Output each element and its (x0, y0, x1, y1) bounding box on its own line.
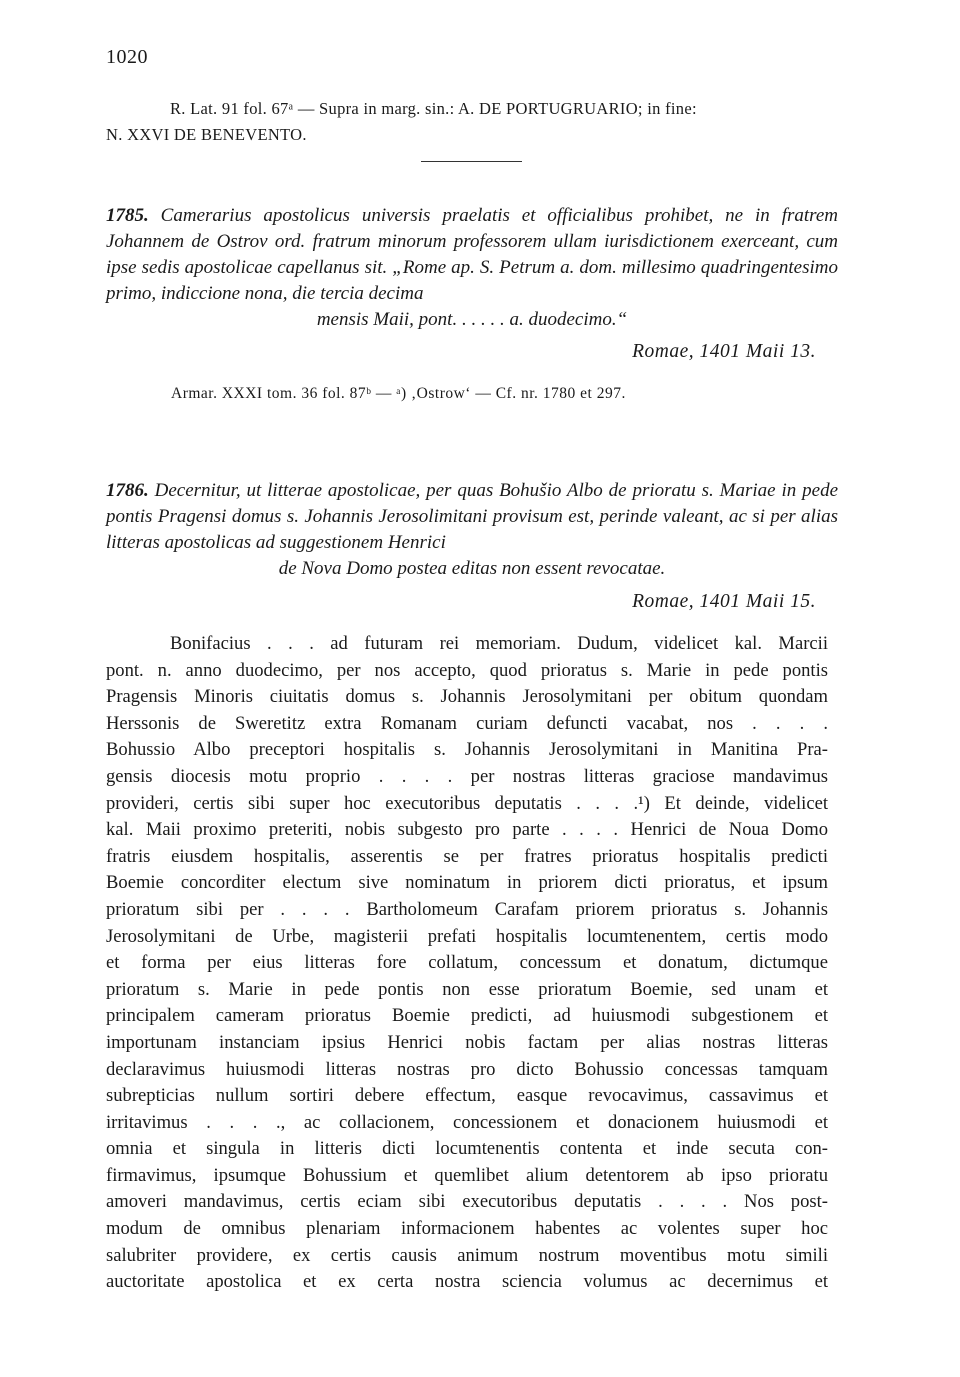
body-line: omnia et singula in litteris dicti locumtenentis contenta et inde secuta con- (106, 1138, 828, 1160)
body-line: Herssonis de Sweretitz extra Romanam curiam defuncti vacabat, nos . . . . (106, 712, 828, 734)
body-line: Bonifacius . . . ad futuram rei memoriam. Dudum, videlicet kal. Marcii (170, 633, 828, 654)
regest-last-line-1786: de Nova Domo postea editas non essent revocatae. (278, 558, 666, 579)
body-line: Pragensis Minoris ciuitatis domus s. Johannis Jerosolymitani per obitum quondam (106, 686, 828, 708)
date-line-1785: Romae, 1401 Maii 13. (632, 341, 816, 362)
body-line: principalem cameram prioratus Boemie predicti, ad huiusmodi subgestionem et (106, 1005, 828, 1027)
regest-1785 (106, 203, 838, 333)
body-line: Bohussio Albo preceptori hospitalis s. Johannis Jerosolymitani in Manitina Pra- (106, 739, 828, 761)
body-line: firmavimus, ipsumque Bohussium et quemlibet alium detentorem ab ipso prioratu (106, 1164, 828, 1186)
regest-text-1785: Camerarius apostolicus universis praelatis et officialibus prohibet, ne in fratrem Johannem de Ostrov ord. fratrum minorum professorem ullam iurisdictionem exerceant, cum ipse sedis apostolicae capellanus sit. „Rome ap. S. Petrum a. dom. millesimo quadringentesimo primo, indiccione nona, die tercia decima (106, 205, 838, 304)
body-line: irritavimus . . . ., ac collacionem, concessionem et donacionem huiusmodi et (106, 1111, 828, 1133)
regest-number-1785: 1785. (106, 205, 149, 226)
body-line: Boemie concorditer electum sive nominatum in priorem dicti prioratus, et ipsum (106, 872, 828, 894)
body-line: et forma per eius litteras fore collatum, concessum et donatum, dictumque (106, 952, 828, 974)
body-line: kal. Maii proximo preteriti, nobis subgesto pro parte . . . . Henrici de Noua Domo (106, 819, 828, 841)
section-divider (421, 161, 522, 162)
regest-1786 (106, 478, 838, 582)
body-line: pont. n. anno duodecimo, per nos accepto, quod prioratus s. Marie in pede pontis (106, 659, 828, 681)
body-line: provideri, certis sibi super hoc executoribus deputatis . . . .¹) Et deinde, videlicet (106, 792, 828, 814)
body-line: auctoritate apostolica et ex certa nostra sciencia volumus ac decernimus et (106, 1271, 828, 1293)
page-number: 1020 (106, 46, 148, 68)
body-line: gensis diocesis motu proprio . . . . per nostras litteras graciose mandavimus (106, 765, 828, 787)
date-line-1786: Romae, 1401 Maii 15. (632, 591, 816, 612)
archive-note-1785: Armar. XXXI tom. 36 fol. 87ᵇ — ᵃ) ‚Ostrow‘ — Cf. nr. 1780 et 297. (171, 385, 626, 402)
body-line: salubriter providere, ex certis causis animum nostrum moventibus motu simili (106, 1244, 828, 1266)
body-line: Jerosolymitani de Urbe, magisterii prefati hospitalis locumtenentem, certis modo (106, 925, 828, 947)
body-line: declaravimus huiusmodi litteras nostras pro dicto Bohussio concessas tamquam (106, 1058, 828, 1080)
regest-number-1786: 1786. (106, 480, 149, 501)
regest-last-line-1785: mensis Maii, pont. . . . . . a. duodecimo.“ (316, 309, 628, 330)
body-line: importunam instanciam ipsius Henrici nobis factam per alias nostras litteras (106, 1031, 828, 1053)
body-line: amoveri mandavimus, certis eciam sibi executoribus deputatis . . . . Nos post- (106, 1191, 828, 1213)
body-line: fratris eiusdem hospitalis, asserentis se per fratres prioratus hospitalis predicti (106, 845, 828, 867)
body-line: modum de omnibus plenariam informacionem habentes ac volentes super hoc (106, 1218, 828, 1240)
body-line: prioratum s. Marie in pede pontis non esse prioratum Boemie, sed unam et (106, 978, 828, 1000)
source-note-line-2: N. XXVI DE BENEVENTO. (106, 125, 307, 144)
regest-text-1786: Decernitur, ut litterae apostolicae, per quas Bohušio Albo de prioratu s. Mariae in pede pontis Pragensi domus s. Johannis Jerosolimitani provisum est, perinde valeant, ac si per alias litteras apostolicas ad suggestionem Henrici (106, 480, 838, 553)
body-line: prioratum sibi per . . . . Bartholomeum Carafam priorem prioratus s. Johannis (106, 898, 828, 920)
body-line: subrepticias nullum sortiri debere effectum, easque revocavimus, cassavimus et (106, 1085, 828, 1107)
document-body-text (106, 631, 828, 1296)
source-note-line-1: R. Lat. 91 fol. 67ᵃ — Supra in marg. sin.: A. DE PORTUGRUARIO; in fine: (170, 99, 697, 118)
source-note (106, 96, 838, 148)
